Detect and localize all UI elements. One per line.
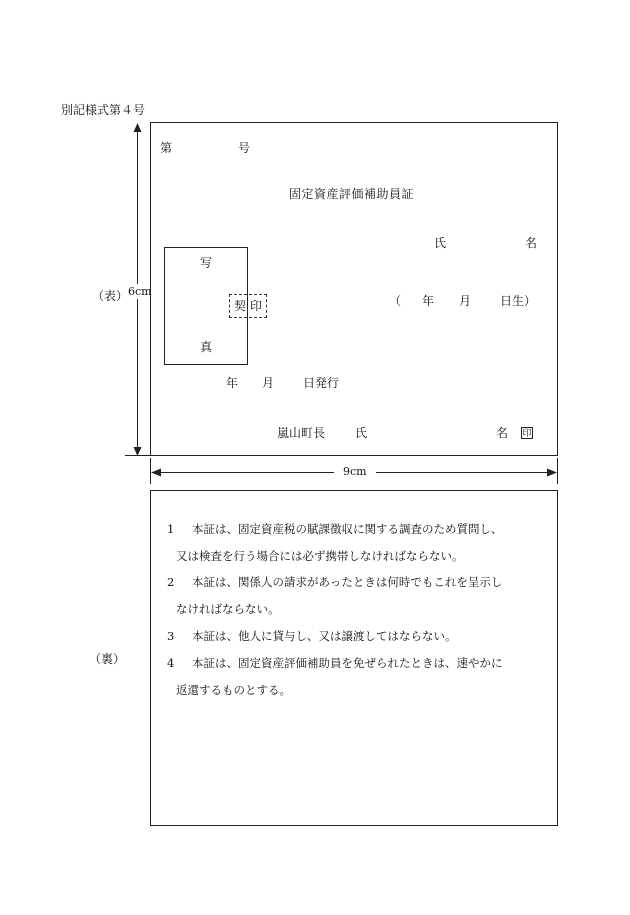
note-text-cont: 又は検査を行う場合には必ず携帯しなければならない。 <box>176 549 464 563</box>
note-number: 3 <box>167 629 175 643</box>
width-label: 9cm <box>334 466 376 477</box>
note-text: 本証は、固定資産評価補助員を免ぜられたときは、速やかに <box>192 656 503 670</box>
issuer-mei: 名 <box>496 426 509 440</box>
note-number: 4 <box>167 656 175 670</box>
note-text-cont: 返還するものとする。 <box>176 683 291 697</box>
note-number: 2 <box>167 575 175 589</box>
birth-month: 月 <box>459 294 472 308</box>
note-text: 本証は、固定資産税の賦課徴収に関する調査のため質問し、 <box>192 522 503 536</box>
note-text: 本証は、他人に貸与し、又は譲渡してはならない。 <box>192 629 457 643</box>
birth-year: 年 <box>422 294 435 308</box>
issue-day: 日発行 <box>303 376 340 390</box>
issue-year: 年 <box>226 376 239 390</box>
issuer: 嵐山町長 <box>277 426 326 440</box>
number-dai: 第 <box>160 141 173 155</box>
issuer-seal-mark: 印 <box>522 429 532 439</box>
note-number: 1 <box>167 522 175 536</box>
photo-label-top: 写 <box>200 256 213 270</box>
form-title: 別記様式第４号 <box>61 103 146 117</box>
number-go: 号 <box>238 141 251 155</box>
seal-kei: 契 <box>234 299 247 313</box>
issue-month: 月 <box>262 376 275 390</box>
birth-day: 日生） <box>500 294 537 308</box>
issuer-shi: 氏 <box>355 426 368 440</box>
birth-open-paren: （ <box>389 294 402 308</box>
dimension-extension-line <box>125 455 151 456</box>
note-text: 本証は、関係人の請求があったときは何時でもこれを呈示し <box>192 575 503 589</box>
front-side-label: （表） <box>92 289 129 303</box>
back-side-label: （裏） <box>89 652 126 666</box>
name-mei: 名 <box>525 236 538 250</box>
height-label: 6cm <box>128 285 152 298</box>
card-title: 固定資産評価補助員証 <box>289 187 415 201</box>
note-text-cont: なければならない。 <box>176 602 280 616</box>
seal-in: 印 <box>250 299 263 313</box>
name-shi: 氏 <box>434 236 447 250</box>
photo-label-bottom: 真 <box>200 340 213 354</box>
